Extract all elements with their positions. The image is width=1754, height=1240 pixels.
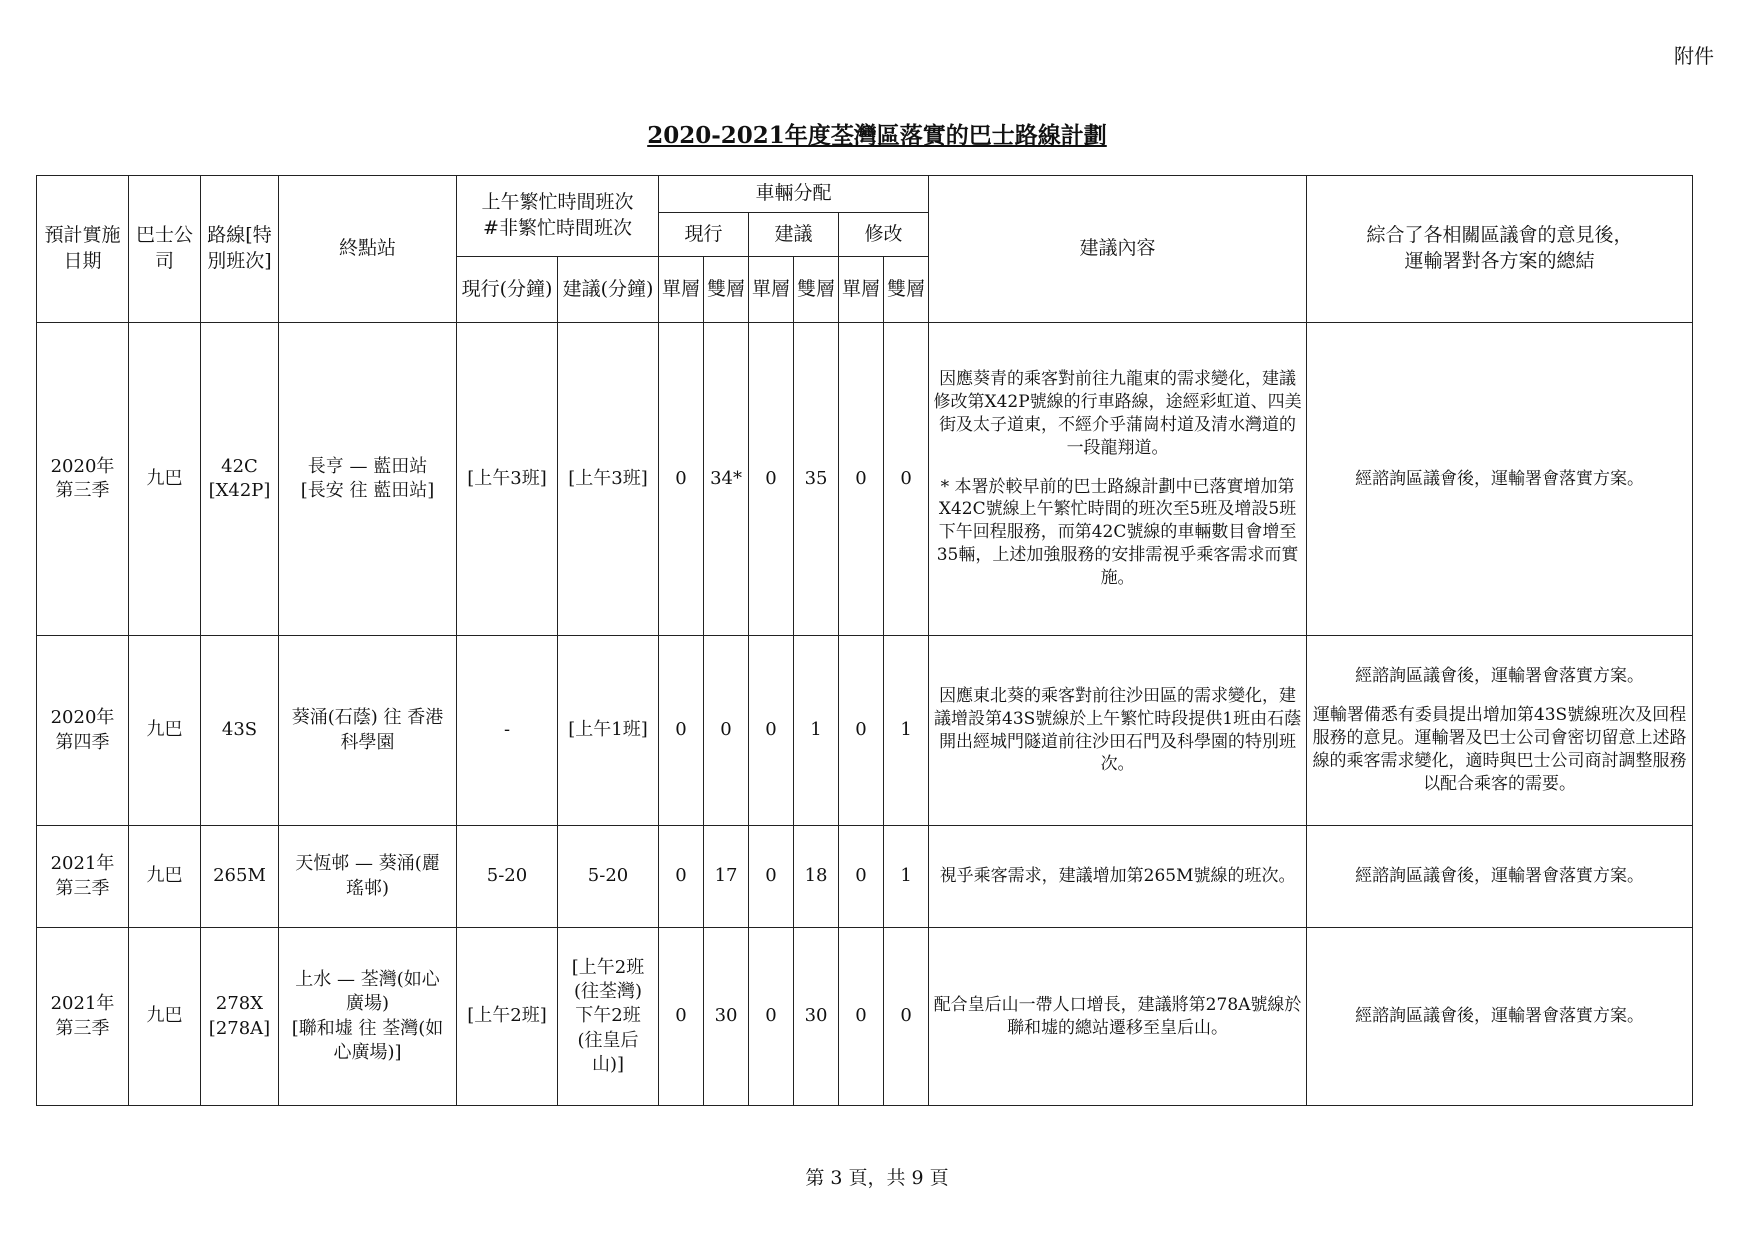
revised-single-deck: 0 — [839, 928, 884, 1106]
proposed-single-deck: 0 — [749, 826, 794, 928]
current-single-deck: 0 — [659, 826, 704, 928]
page-title: 2020-2021年度荃灣區落實的巴士路線計劃 — [647, 122, 1107, 149]
freq-current: 5-20 — [457, 826, 558, 928]
annex-label: 附件 — [1674, 44, 1714, 68]
terminus: 葵涌(石蔭) 往 香港 科學園 — [279, 636, 457, 826]
revised-single-deck: 0 — [839, 826, 884, 928]
proposed-double-deck: 1 — [794, 636, 839, 826]
revised-single-deck: 0 — [839, 636, 884, 826]
proposal-text: 因應東北葵的乘客對前往沙田區的需求變化，建議增設第43S號線於上午繁忙時段提供1班由石蔭開出經城門隧道前往沙田石門及科學園的特別班次。 — [929, 636, 1307, 826]
freq-current: [上午2班] — [457, 928, 558, 1106]
table-row — [37, 323, 1693, 636]
implementation-date: 2020年 第三季 — [37, 323, 129, 636]
route-number: 278X [278A] — [201, 928, 279, 1106]
revised-double-deck: 0 — [884, 323, 929, 636]
freq-current: - — [457, 636, 558, 826]
proposed-double-deck: 30 — [794, 928, 839, 1106]
header-single-deck: 單層 — [749, 257, 794, 323]
header-single-deck: 單層 — [839, 257, 884, 323]
revised-double-deck: 0 — [884, 928, 929, 1106]
freq-proposed: [上午1班] — [558, 636, 659, 826]
proposed-single-deck: 0 — [749, 928, 794, 1106]
route-number: 43S — [201, 636, 279, 826]
header-single-deck: 單層 — [659, 257, 704, 323]
implementation-date: 2021年 第三季 — [37, 928, 129, 1106]
freq-current: [上午3班] — [457, 323, 558, 636]
current-double-deck: 34* — [704, 323, 749, 636]
implementation-date: 2021年 第三季 — [37, 826, 129, 928]
bus-company: 九巴 — [129, 636, 201, 826]
table-row — [37, 826, 1693, 928]
proposal-text: 視乎乘客需求，建議增加第265M號線的班次。 — [929, 826, 1307, 928]
revised-double-deck: 1 — [884, 826, 929, 928]
current-single-deck: 0 — [659, 928, 704, 1106]
current-single-deck: 0 — [659, 636, 704, 826]
header-summary: 綜合了各相關區議會的意見後， 運輸署對各方案的總結 — [1307, 176, 1693, 323]
current-double-deck: 17 — [704, 826, 749, 928]
current-double-deck: 0 — [704, 636, 749, 826]
header-frequency-group: 上午繁忙時間班次 #非繁忙時間班次 — [457, 176, 659, 257]
header-freq-proposed: 建議(分鐘) — [558, 257, 659, 323]
proposal-text: 配合皇后山一帶人口增長，建議將第278A號線於聯和墟的總站遷移至皇后山。 — [929, 928, 1307, 1106]
bus-company: 九巴 — [129, 323, 201, 636]
revised-single-deck: 0 — [839, 323, 884, 636]
header-company: 巴士公司 — [129, 176, 201, 323]
header-freq-current: 現行(分鐘) — [457, 257, 558, 323]
terminus: 天恆邨 — 葵涌(麗 瑤邨) — [279, 826, 457, 928]
freq-proposed: [上午3班] — [558, 323, 659, 636]
proposal-text: 因應葵青的乘客對前往九龍東的需求變化，建議修改第X42P號線的行車路線，途經彩虹道、四美街及太子道東，不經介乎蒲崗村道及清水灣道的一段龍翔道。 * 本署於較早前的巴士路線計劃中已落實增加第X42C號線上午繁忙時間的班次至5班及增設5班下午回程服務，而第42C號線的車輛數目會增至35輛，上述加強服務的安排需視乎乘客需求而實施。 — [929, 323, 1307, 636]
revised-double-deck: 1 — [884, 636, 929, 826]
proposed-double-deck: 18 — [794, 826, 839, 928]
table-row — [37, 636, 1693, 826]
summary-text: 經諮詢區議會後，運輸署會落實方案。 — [1307, 826, 1693, 928]
header-vehicle-proposed: 建議 — [749, 213, 839, 257]
freq-proposed: 5-20 — [558, 826, 659, 928]
bus-company: 九巴 — [129, 928, 201, 1106]
summary-text: 經諮詢區議會後，運輸署會落實方案。 — [1307, 323, 1693, 636]
header-double-deck: 雙層 — [884, 257, 929, 323]
proposed-double-deck: 35 — [794, 323, 839, 636]
header-proposal: 建議內容 — [929, 176, 1307, 323]
bus-route-plan-table — [36, 175, 1693, 1106]
header-date: 預計實施日期 — [37, 176, 129, 323]
header-terminus: 終點站 — [279, 176, 457, 323]
summary-text: 經諮詢區議會後，運輸署會落實方案。 運輸署備悉有委員提出增加第43S號線班次及回程服務的意見。運輸署及巴士公司會密切留意上述路線的乘客需求變化，適時與巴士公司商討調整服務以配合乘客的需要。 — [1307, 636, 1693, 826]
header-vehicle-current: 現行 — [659, 213, 749, 257]
current-double-deck: 30 — [704, 928, 749, 1106]
route-number: 42C [X42P] — [201, 323, 279, 636]
bus-company: 九巴 — [129, 826, 201, 928]
freq-proposed: [上午2班 (往荃灣) 下午2班 (往皇后 山)] — [558, 928, 659, 1106]
header-vehicle-allocation: 車輛分配 — [659, 176, 929, 213]
implementation-date: 2020年 第四季 — [37, 636, 129, 826]
summary-text: 經諮詢區議會後，運輸署會落實方案。 — [1307, 928, 1693, 1106]
route-number: 265M — [201, 826, 279, 928]
proposed-single-deck: 0 — [749, 636, 794, 826]
header-vehicle-revised: 修改 — [839, 213, 929, 257]
table-row — [37, 928, 1693, 1106]
proposed-single-deck: 0 — [749, 323, 794, 636]
current-single-deck: 0 — [659, 323, 704, 636]
header-route: 路線[特別班次] — [201, 176, 279, 323]
terminus: 長亨 — 藍田站 [長安 往 藍田站] — [279, 323, 457, 636]
page-number: 第 3 頁，共 9 頁 — [805, 1167, 949, 1189]
header-double-deck: 雙層 — [794, 257, 839, 323]
header-double-deck: 雙層 — [704, 257, 749, 323]
terminus: 上水 — 荃灣(如心 廣場) [聯和墟 往 荃灣(如 心廣場)] — [279, 928, 457, 1106]
